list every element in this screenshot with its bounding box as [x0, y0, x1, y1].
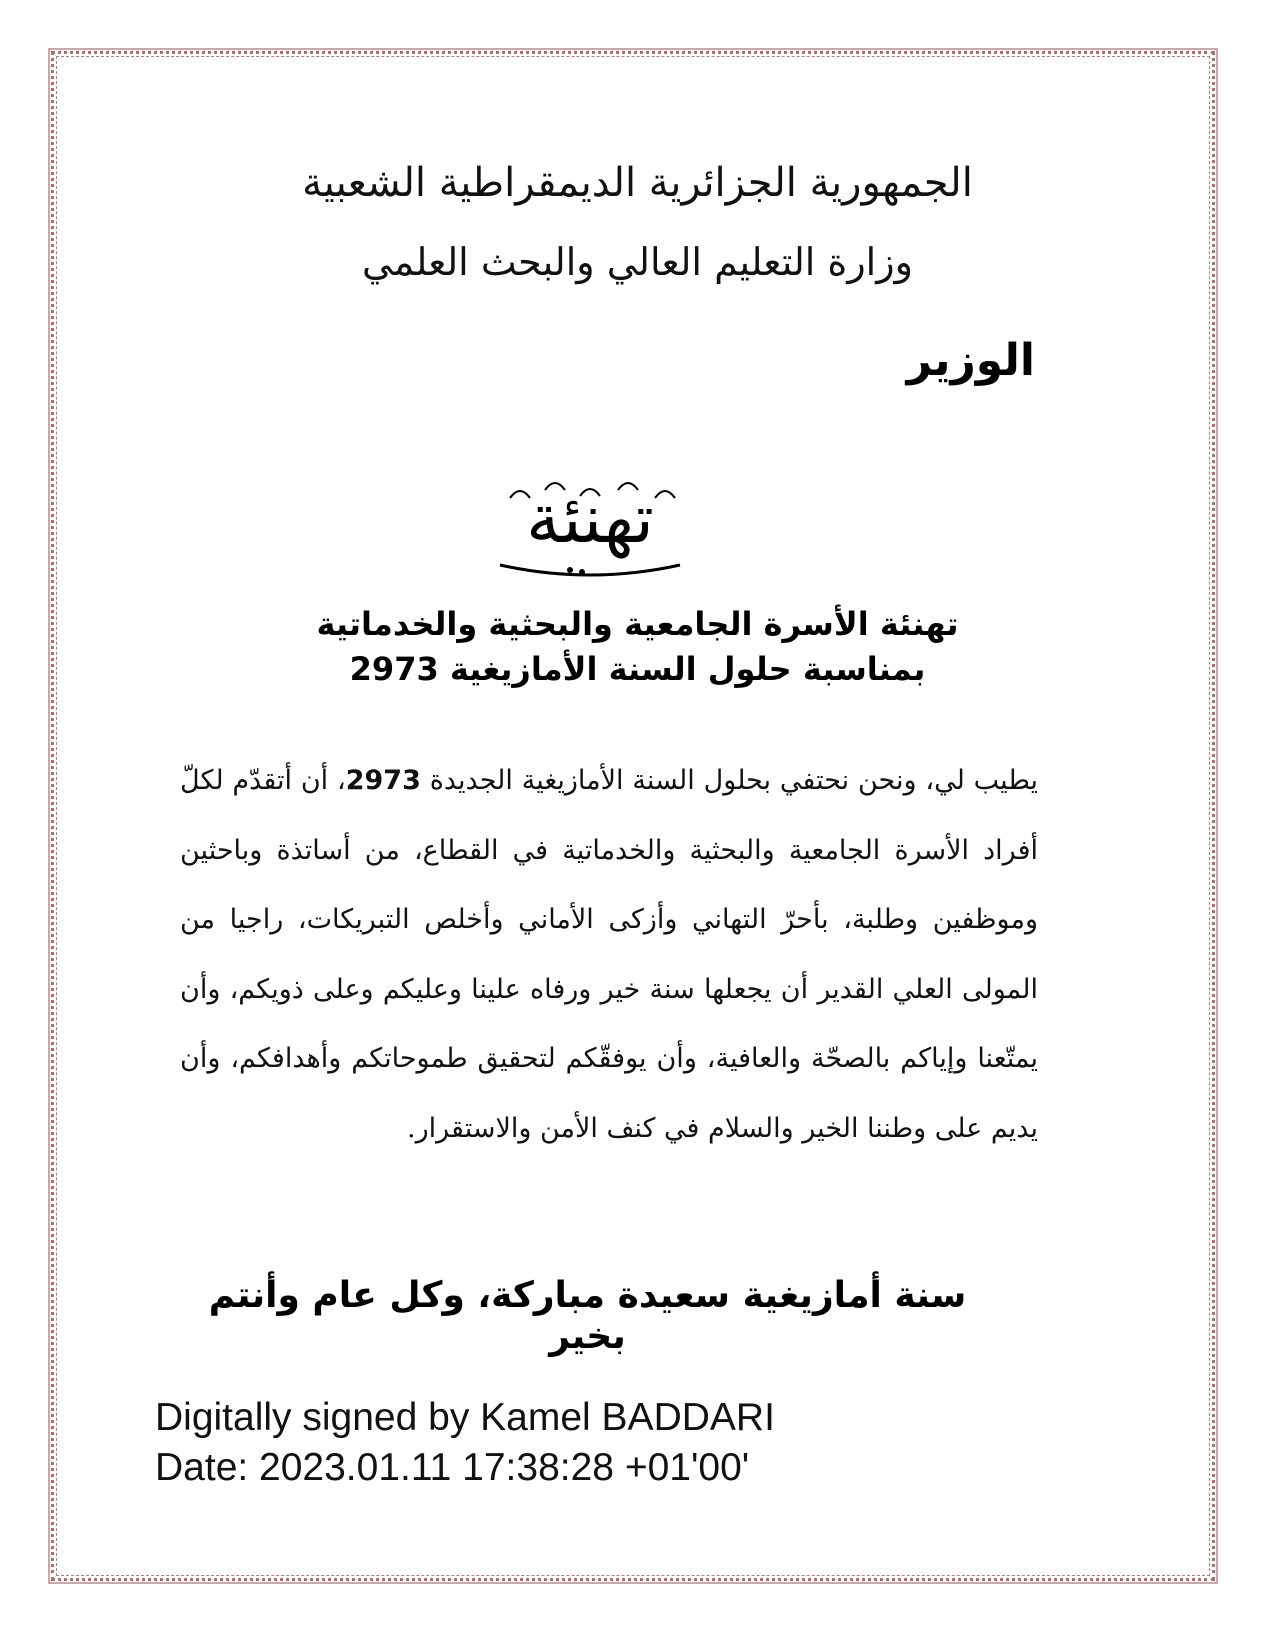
subject-line-2: بمناسبة حلول السنة الأمازيغية 2973	[349, 650, 926, 688]
emblem-text: تهنئة	[526, 480, 654, 559]
closing-wish: سنة أمازيغية سعيدة مباركة، وكل عام وأنتم بخير	[208, 1275, 967, 1357]
ministry-name: وزارة التعليم العالي والبحث العلمي	[362, 240, 913, 284]
letter-body	[180, 746, 1038, 1163]
signature-date: Date: 2023.01.11 17:38:28 +01'00'	[155, 1446, 750, 1489]
calligraphy-emblem	[470, 470, 710, 580]
digital-signature	[155, 1393, 775, 1493]
subject-line-1: تهنئة الأسرة الجامعية والبحثية والخدماتية	[316, 605, 959, 643]
republic-name: الجمهورية الجزائرية الديمقراطية الشعبية	[302, 160, 973, 206]
minister-label: الوزير	[906, 335, 1035, 386]
body-part-2: ، أن أتقدّم لكلّ أفراد الأسرة الجامعية والبحثية والخدماتية في القطاع، من أساتذة وباحثين وموظفين وطلبة، بأحرّ التهاني وأزكى الأماني وأخلص التبريكات، راجيا من المولى العلي القدير أن يجعلها سنة خير ورفاه علينا وعليكم وعلى ذويكم، وأن يمتّعنا وإياكم بالصحّة والعافية، وأن يوفقّكم لتحقيق طموحاتكم وأهدافكم، وأن يديم على وطننا الخير والسلام في كنف الأمن والاستقرار.	[180, 765, 1038, 1144]
body-part-1: يطيب لي، ونحن نحتفي بحلول السنة الأمازيغية الجديدة	[420, 765, 1038, 796]
signature-signer: Digitally signed by Kamel BADDARI	[155, 1396, 775, 1439]
body-year: 2973	[345, 765, 421, 796]
